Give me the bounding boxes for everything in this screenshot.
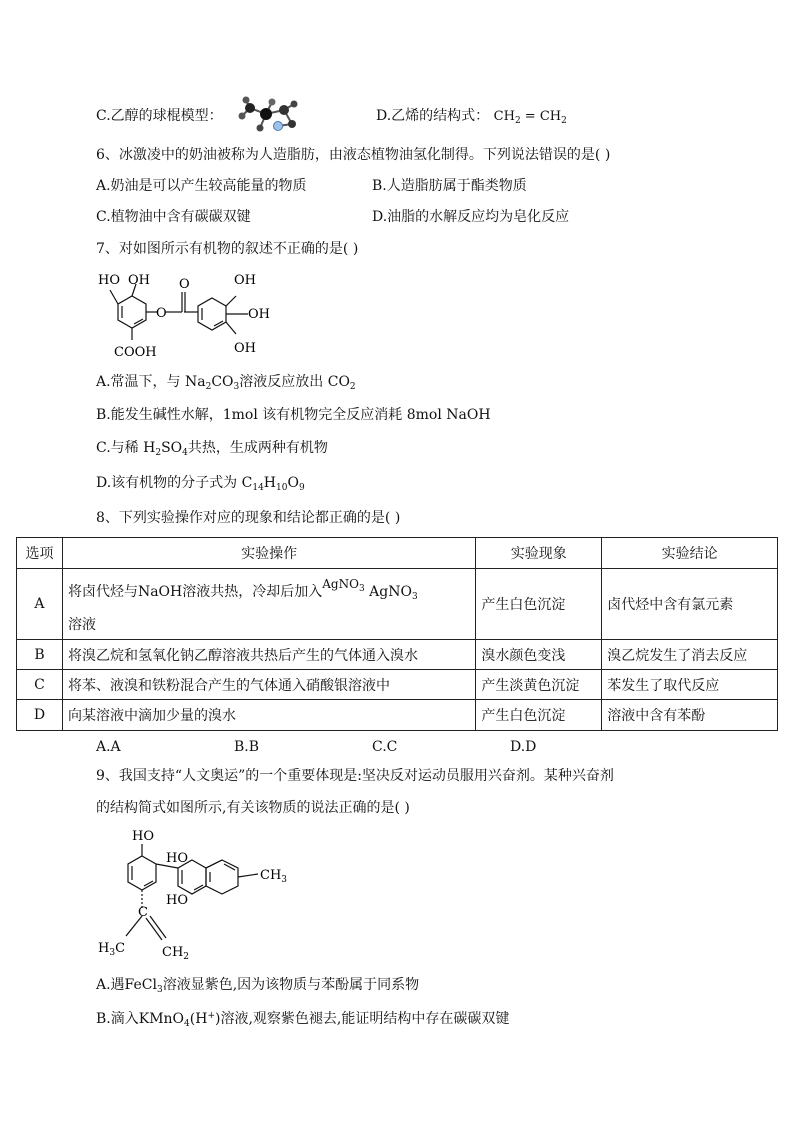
q7-label-o-bridge: O <box>156 306 167 321</box>
q7-d-text: H <box>263 475 277 491</box>
row-option: D <box>17 700 63 731</box>
q7-c-sub: 2 <box>155 448 162 458</box>
q9-b-text: )溶液,观察紫色褪去,能证明结构中存在碳碳双键 <box>214 1011 510 1027</box>
q8-stem: 8、下列实验操作对应的现象和结论都正确的是( ) <box>96 510 401 526</box>
header-phenomenon: 实验现象 <box>476 538 602 569</box>
q5-option-c-label: C.乙醇的球棍模型： <box>96 108 223 124</box>
table-row <box>17 569 778 640</box>
q5-option-d <box>376 107 567 130</box>
q9-option-a <box>96 976 419 999</box>
q9-label-ch2: $CH_2$ <box>162 945 190 962</box>
q7-option-d <box>96 474 305 497</box>
q7-a-text: 溶液反应放出 CO <box>239 374 350 390</box>
q9-stem-line1: 9、我国支持“人文奥运”的一个重要体现是:坚决反对运动员服用兴奋剂。某种兴奋剂 <box>96 768 614 784</box>
q7-label-ho: HO <box>98 273 120 288</box>
ethylene-formula-sub: 2 <box>514 116 521 126</box>
q7-c-sub: 4 <box>182 448 188 458</box>
row-conclusion: 溶液中含有苯酚 <box>602 700 778 731</box>
row-phenomenon: 产生白色沉淀 <box>476 569 602 640</box>
q9-label-ho-low: HO <box>166 893 188 908</box>
row-a-op-sup-text: AgNO <box>322 576 359 591</box>
q9-b-sub: 4 <box>184 1019 190 1029</box>
table-row <box>17 700 778 731</box>
row-a-op-sup-sub: 3 <box>358 583 365 594</box>
row-phenomenon: 溴水颜色变浅 <box>476 640 602 670</box>
row-a-op-text: 将卤代烃与NaOH溶液共热，冷却后加入 <box>67 583 323 600</box>
row-option: C <box>17 670 63 700</box>
table-row <box>17 640 778 670</box>
q9-label-ho-mid: HO <box>166 851 188 866</box>
q9-option-b <box>96 1007 509 1033</box>
q9-b-sup: + <box>207 1011 215 1021</box>
q9-a-text: A.遇FeCl <box>96 977 157 993</box>
q9-label-c: C <box>138 905 148 920</box>
q7-label-oh-top: OH <box>234 273 256 288</box>
q7-c-text: C.与稀 H <box>96 440 156 456</box>
q7-a-sub: 2 <box>205 382 212 392</box>
q5-option-c <box>96 107 223 125</box>
header-option: 选项 <box>17 538 63 569</box>
q7-a-text: A.常温下，与 Na <box>96 374 206 390</box>
row-option: A <box>17 569 63 640</box>
q7-label-oh1: OH <box>128 273 150 288</box>
ethylene-formula-sub: 2 <box>561 116 567 126</box>
q7-a-sub: 3 <box>233 382 240 392</box>
row-a-op-text2: 溶液 <box>67 616 96 633</box>
q7-c-text: 共热，生成两种有机物 <box>187 440 328 456</box>
q9-b-text: B.滴入KMnO <box>96 1011 185 1027</box>
ethanol-ball-stick-model <box>236 96 302 136</box>
q7-label-cooh: COOH <box>114 345 157 360</box>
q8-answer-c: C.C <box>372 739 398 755</box>
q8-answer-d: D.D <box>510 739 537 755</box>
q6-option-d: D.油脂的水解反应均为皂化反应 <box>372 209 570 225</box>
q9-b-text: (H <box>189 1011 208 1027</box>
q6-option-c: C.植物油中含有碳碳双键 <box>96 209 251 225</box>
row-a-op-sup <box>322 576 365 594</box>
q5-option-d-label: D.乙烯的结构式： <box>376 108 490 124</box>
q7-d-text: O <box>287 475 299 491</box>
q7-d-sub: 10 <box>276 483 288 493</box>
ethylene-formula-part: = CH <box>520 109 562 124</box>
q7-option-c <box>96 439 328 462</box>
q7-d-sub: 9 <box>298 483 305 493</box>
q9-label-ch3: $CH_3$ <box>260 868 288 885</box>
q9-label-h3c: $H_3C$ <box>98 941 126 958</box>
ethylene-formula-part: CH <box>493 109 515 124</box>
row-conclusion: 卤代烃中含有氯元素 <box>602 569 778 640</box>
row-a-op-formula: AgNO <box>369 583 412 600</box>
row-conclusion: 溴乙烷发生了消去反应 <box>602 640 778 670</box>
q8-answer-b: B.B <box>234 739 260 755</box>
header-operation: 实验操作 <box>62 538 475 569</box>
q8-answer-a: A.A <box>96 739 121 755</box>
q6-stem: 6、冰激凌中的奶油被称为人造脂肪，由液态植物油氢化制得。下列说法错误的是( ) <box>96 147 611 163</box>
q7-c-text: SO <box>161 440 183 456</box>
q7-label-o-carbonyl: O <box>179 277 190 292</box>
row-phenomenon: 产生淡黄色沉淀 <box>476 670 602 700</box>
q7-structure-diagram <box>96 268 296 362</box>
q7-label-oh-right: OH <box>248 307 270 322</box>
q9-a-sub: 3 <box>156 985 163 995</box>
q7-d-sub: 14 <box>252 483 264 493</box>
row-operation: 向某溶液中滴加少量的溴水 <box>62 700 475 731</box>
ethylene-formula <box>494 109 567 124</box>
q7-option-a <box>96 373 356 396</box>
row-a-op-formula-sub: 3 <box>411 591 418 602</box>
q9-a-text: 溶液显紫色,因为该物质与苯酚属于同系物 <box>162 977 420 993</box>
row-operation: 将苯、液溴和铁粉混合产生的气体通入硝酸银溶液中 <box>62 670 475 700</box>
q7-stem: 7、对如图所示有机物的叙述不正确的是( ) <box>96 241 359 257</box>
q9-label-ho-top: HO <box>132 829 154 844</box>
row-operation: 将溴乙烷和氢氧化钠乙醇溶液共热后产生的气体通入溴水 <box>62 640 475 670</box>
q7-d-text: D.该有机物的分子式为 C <box>96 475 253 491</box>
row-operation <box>62 569 475 640</box>
q7-label-oh-bottom: OH <box>234 341 256 356</box>
q6-option-a: A.奶油是可以产生较高能量的物质 <box>96 178 307 194</box>
header-conclusion: 实验结论 <box>602 538 778 569</box>
table-row <box>17 670 778 700</box>
q7-a-sub: 2 <box>349 382 356 392</box>
row-conclusion: 苯发生了取代反应 <box>602 670 778 700</box>
q7-option-b: B.能发生碱性水解，1mol 该有机物完全反应消耗 8mol NaOH <box>96 407 491 423</box>
q8-experiment-table <box>16 537 778 731</box>
q9-stem-line2: 的结构简式如图所示,有关该物质的说法正确的是( ) <box>96 800 410 816</box>
q9-structure-diagram <box>94 824 304 964</box>
row-phenomenon: 产生白色沉淀 <box>476 700 602 731</box>
q7-a-text: CO <box>211 374 234 390</box>
table-header-row <box>17 538 778 569</box>
q6-option-b: B.人造脂肪属于酯类物质 <box>372 178 527 194</box>
row-option: B <box>17 640 63 670</box>
